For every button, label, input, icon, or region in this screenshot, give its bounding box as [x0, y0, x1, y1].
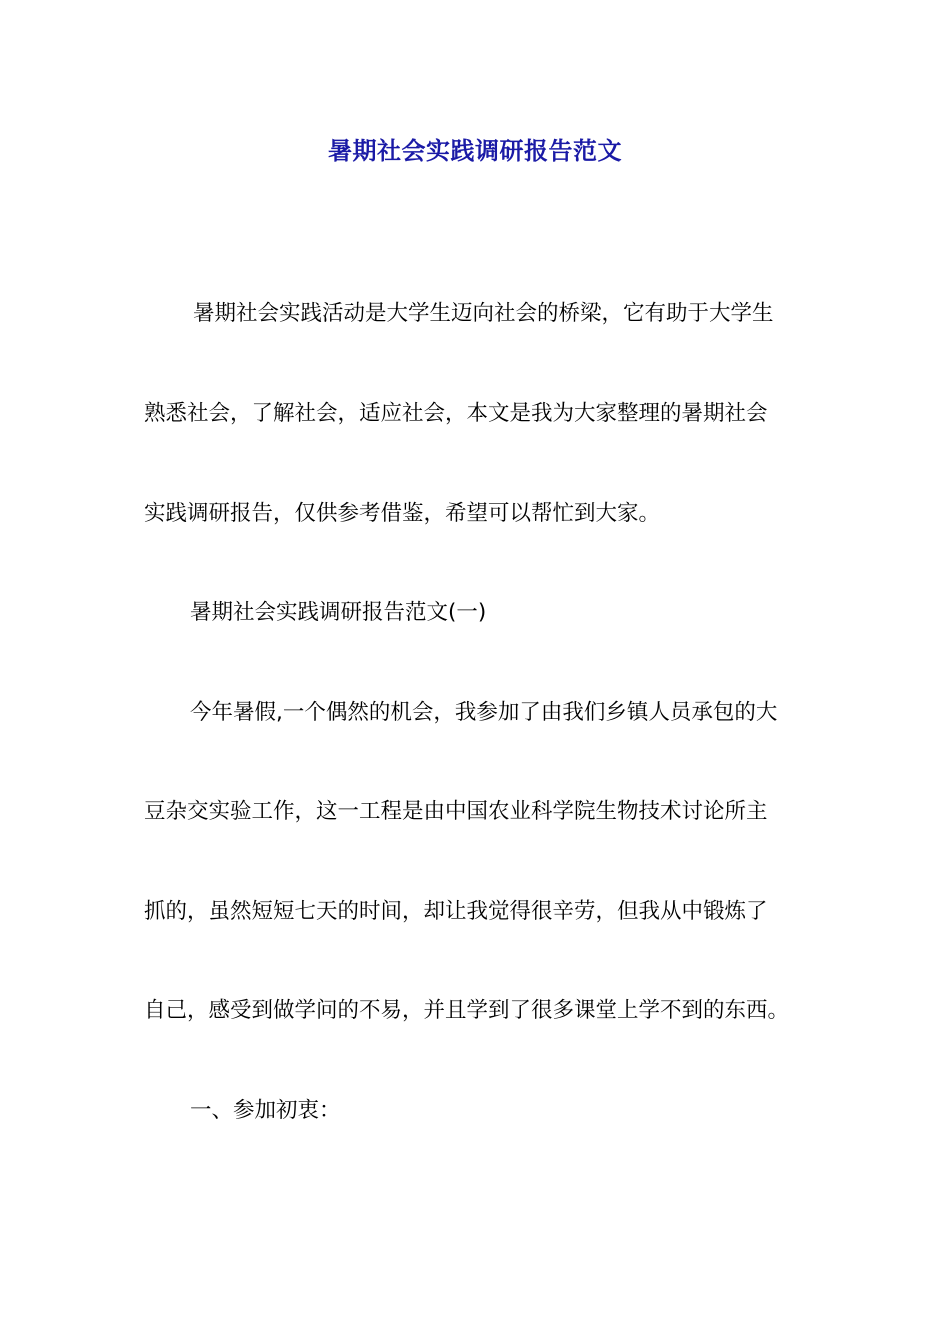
section-heading: 暑期社会实践调研报告范文(一) — [190, 600, 487, 625]
document-title: 暑期社会实践调研报告范文 — [328, 137, 622, 165]
paragraph-line: 暑期社会实践活动是大学生迈向社会的桥梁，它有助于大学生 — [193, 301, 774, 326]
paragraph-line: 自己，感受到做学问的不易，并且学到了很多课堂上学不到的东西。 — [144, 998, 790, 1023]
paragraph-line: 实践调研报告，仅供参考借鉴，希望可以帮忙到大家。 — [144, 501, 661, 526]
subsection-heading: 一、参加初衷： — [190, 1098, 341, 1123]
paragraph-line: 熟悉社会，了解社会，适应社会，本文是我为大家整理的暑期社会 — [144, 401, 768, 426]
paragraph-line: 豆杂交实验工作，这一工程是由中国农业科学院生物技术讨论所主 — [144, 799, 768, 824]
paragraph-line: 抓的，虽然短短七天的时间，却让我觉得很辛劳，但我从中锻炼了 — [144, 899, 768, 924]
paragraph-line: 今年暑假,一个偶然的机会，我参加了由我们乡镇人员承包的大 — [190, 700, 778, 725]
